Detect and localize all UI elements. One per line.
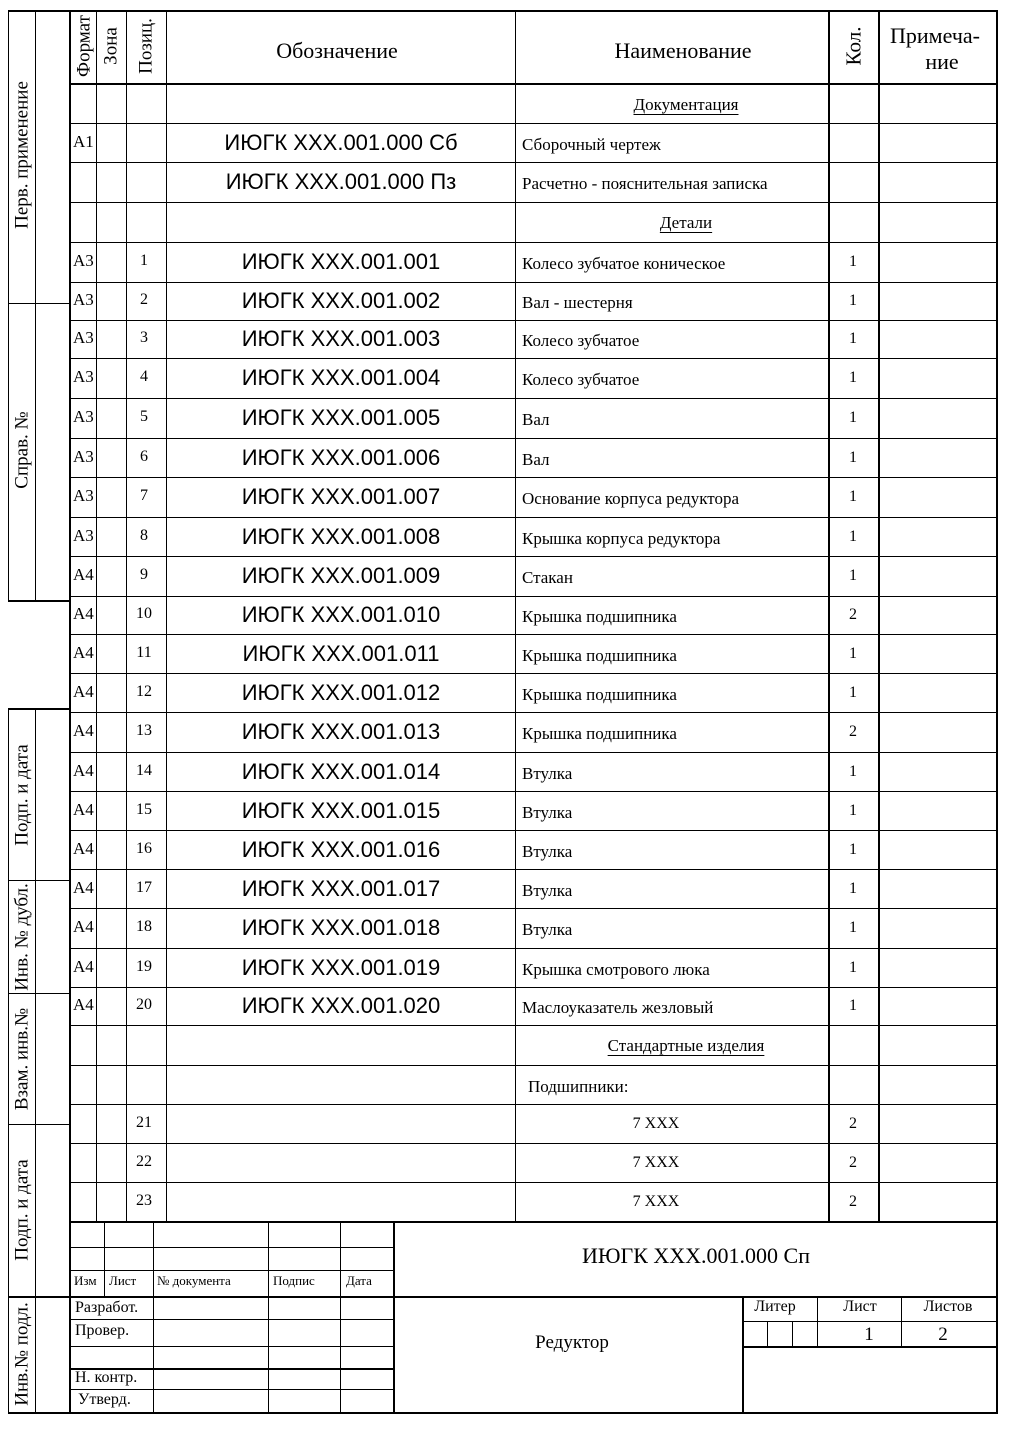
- cell-name: Крышка подшипника: [522, 724, 677, 743]
- row-line: [69, 556, 996, 557]
- cell-quantity: 1: [849, 369, 857, 386]
- row-line: [69, 320, 996, 321]
- row-line: [69, 358, 996, 359]
- grid-line: [8, 708, 69, 710]
- cell-designation: ИЮГК XXX.001.005: [241, 405, 441, 430]
- section-heading: Документация: [633, 94, 739, 114]
- grid-line: [901, 1296, 902, 1346]
- cell-quantity: 1: [849, 879, 857, 897]
- cell-position: 12: [136, 682, 152, 700]
- row-line: [69, 1143, 996, 1144]
- tb-n-kontr: Н. контр.: [75, 1369, 138, 1386]
- cell-format: А4: [73, 877, 94, 897]
- cell-designation: ИЮГК XXX.001.018: [241, 915, 441, 940]
- cell-format: А3: [73, 486, 94, 505]
- cell-position: 23: [136, 1191, 152, 1209]
- tb-data: Дата: [346, 1273, 372, 1288]
- tb-no-dokumenta: № документа: [157, 1273, 231, 1288]
- tb-list: Лист: [109, 1273, 137, 1288]
- product-name: Редуктор: [535, 1332, 609, 1353]
- grid-line: [767, 1321, 768, 1346]
- grid-line: [828, 10, 830, 1221]
- cell-name: Крышка смотрового люка: [522, 959, 710, 979]
- grid-line: [8, 1296, 69, 1298]
- cell-quantity: 1: [849, 801, 857, 819]
- cell-designation: ИЮГК XXX.001.011: [242, 640, 440, 666]
- side-label-inv-no-dubl: Инв. № дубл.: [11, 883, 33, 991]
- cell-quantity: 1: [849, 488, 857, 505]
- tb-liter: Литер: [754, 1298, 796, 1315]
- row-line: [69, 634, 996, 635]
- cell-name: Подшипники:: [528, 1076, 629, 1096]
- row-line: [69, 202, 996, 203]
- cell-designation: ИЮГК XXX.001.016: [241, 836, 441, 862]
- cell-designation: ИЮГК XXX.001.002: [241, 288, 441, 313]
- cell-name: Маслоуказатель жезловый: [522, 998, 714, 1017]
- side-label-vzam-inv-no: Взам. инв.№: [11, 1007, 33, 1111]
- cell-position: 7: [140, 487, 148, 504]
- cell-position: 2: [140, 291, 148, 308]
- tb-izm: Изм: [74, 1273, 97, 1288]
- cell-position: 6: [140, 447, 148, 465]
- cell-position: 10: [136, 605, 152, 622]
- row-line: [69, 752, 996, 753]
- cell-name: Колесо зубчатое: [522, 370, 640, 389]
- cell-format: А4: [73, 799, 94, 819]
- cell-position: 19: [136, 957, 152, 975]
- grid-line: [8, 600, 69, 602]
- grid-line: [742, 1346, 996, 1348]
- cell-designation: ИЮГК XXX.001.008: [241, 523, 441, 549]
- row-line: [69, 438, 996, 439]
- section-heading: Детали: [659, 213, 713, 232]
- cell-position: 18: [136, 918, 152, 935]
- side-label-inv-no-podl: Инв.№ подл.: [11, 1302, 33, 1406]
- cell-name: Крышка подшипника: [522, 684, 677, 704]
- cell-designation: ИЮГК XXX.001.019: [241, 954, 441, 980]
- cell-position: 5: [140, 408, 148, 425]
- grid-line: [8, 1124, 69, 1125]
- row-line: [69, 1104, 996, 1105]
- grid-line: [8, 10, 9, 600]
- cell-quantity: 1: [849, 958, 857, 976]
- cell-position: 1: [140, 252, 148, 269]
- cell-name: 7 XXX: [632, 1153, 680, 1171]
- cell-designation: ИЮГК XXX.001.015: [241, 797, 441, 823]
- grid-line: [69, 1319, 393, 1320]
- row-line: [69, 869, 996, 870]
- row-line: [69, 712, 996, 713]
- cell-quantity: 2: [849, 1192, 857, 1210]
- row-line: [69, 282, 996, 283]
- cell-quantity: 1: [849, 330, 857, 347]
- cell-name: 7 XXX: [632, 1114, 680, 1132]
- section-heading: Стандартные изделия: [607, 1036, 765, 1055]
- grid-line: [792, 1321, 793, 1346]
- cell-quantity: 1: [849, 253, 857, 270]
- grid-line: [817, 1296, 818, 1346]
- frame-left: [69, 10, 71, 1412]
- grid-line: [8, 708, 9, 1412]
- cell-format: А3: [73, 328, 94, 347]
- row-line: [69, 987, 996, 988]
- cell-designation: ИЮГК XXX.001.000 Сб: [224, 129, 458, 155]
- header-primechanie: Примеча-: [890, 23, 980, 48]
- grid-line: [69, 1247, 393, 1248]
- grid-line: [126, 10, 127, 1221]
- frame-top: [69, 10, 996, 12]
- cell-format: А3: [73, 446, 94, 466]
- header-kol: Кол.: [841, 26, 866, 66]
- cell-position: 17: [136, 878, 152, 896]
- cell-quantity: 2: [849, 606, 857, 623]
- cell-format: А4: [73, 995, 94, 1014]
- row-line: [69, 398, 996, 399]
- side-label-podp-data: Подп. и дата: [11, 744, 33, 846]
- cell-position: 3: [140, 329, 148, 346]
- cell-designation: ИЮГК XXX.001.003: [241, 326, 441, 351]
- cell-format: А4: [73, 956, 94, 976]
- row-line: [69, 1065, 996, 1066]
- cell-name: Втулка: [522, 763, 573, 783]
- cell-name: Вал - шестерня: [522, 293, 633, 312]
- grid-line: [393, 1221, 395, 1412]
- cell-format: А3: [73, 407, 94, 426]
- cell-format: А3: [73, 251, 94, 270]
- cell-designation: ИЮГК XXX.001.010: [241, 602, 441, 627]
- cell-position: 14: [136, 761, 152, 779]
- row-line: [69, 1182, 996, 1183]
- cell-designation: ИЮГК XXX.001.000 Пз: [225, 169, 457, 194]
- table-bottom: [69, 1221, 996, 1223]
- tb-listov-label: Листов: [923, 1298, 973, 1315]
- cell-name: Основание корпуса редуктора: [522, 489, 740, 508]
- cell-designation: ИЮГК XXX.001.007: [241, 484, 441, 509]
- row-line: [69, 908, 996, 909]
- cell-quantity: 1: [849, 292, 857, 309]
- grid-line: [8, 10, 69, 12]
- grid-line: [268, 1296, 269, 1412]
- cell-designation: ИЮГК XXX.001.006: [241, 444, 441, 470]
- header-naimenovanie: Наименование: [614, 38, 752, 63]
- cell-quantity: 1: [849, 567, 857, 584]
- cell-position: 4: [140, 368, 148, 385]
- cell-position: 13: [136, 722, 152, 739]
- cell-name: Крышка подшипника: [522, 645, 677, 665]
- grid-line: [878, 10, 880, 1221]
- header-oboznachenie: Обозначение: [276, 38, 398, 63]
- tb-utverd: Утверд.: [78, 1391, 131, 1408]
- grid-line: [515, 10, 516, 1221]
- side-label-podp-data: Подп. и дата: [11, 1159, 33, 1261]
- cell-quantity: 1: [849, 448, 857, 466]
- header-primechanie: ние: [925, 49, 959, 74]
- cell-name: Крышка подшипника: [522, 607, 677, 626]
- cell-position: 22: [136, 1152, 152, 1170]
- cell-format: А3: [73, 367, 94, 386]
- cell-name: 7 XXX: [632, 1192, 680, 1210]
- cell-quantity: 1: [849, 527, 857, 545]
- cell-quantity: 1: [849, 644, 857, 662]
- grid-line: [153, 1221, 154, 1296]
- cell-position: 11: [136, 643, 152, 661]
- cell-quantity: 1: [849, 762, 857, 780]
- frame-right: [996, 10, 998, 1414]
- row-line: [69, 162, 996, 163]
- cell-name: Втулка: [522, 920, 573, 939]
- tb-list-value: 1: [864, 1324, 874, 1345]
- row-line: [69, 517, 996, 518]
- grid-line: [340, 1221, 341, 1296]
- grid-line: [69, 1346, 393, 1347]
- document-code: ИЮГК XXX.001.000 Сп: [581, 1243, 811, 1268]
- grid-line: [153, 1296, 154, 1412]
- header-format: Формат: [73, 15, 95, 77]
- cell-quantity: 1: [849, 409, 857, 426]
- cell-format: А4: [73, 642, 94, 662]
- cell-format: А1: [73, 131, 94, 151]
- grid-line: [69, 1270, 393, 1271]
- row-line: [69, 477, 996, 478]
- grid-line: [8, 880, 69, 881]
- header-separator: [69, 83, 996, 85]
- cell-name: Стакан: [522, 568, 573, 587]
- cell-name: Расчетно - пояснительная записка: [522, 174, 768, 193]
- cell-designation: ИЮГК XXX.001.012: [241, 679, 441, 705]
- row-line: [69, 791, 996, 792]
- grid-line: [8, 303, 69, 304]
- cell-position: 9: [140, 566, 148, 583]
- side-label-perv-primenenie: Перв. применение: [11, 81, 33, 229]
- cell-quantity: 2: [849, 1153, 857, 1171]
- grid-line: [96, 10, 97, 1221]
- cell-format: А4: [73, 681, 94, 701]
- cell-format: А3: [73, 290, 94, 309]
- cell-designation: ИЮГК XXX.001.014: [241, 758, 441, 784]
- row-line: [69, 123, 996, 124]
- grid-line: [8, 993, 69, 994]
- cell-designation: ИЮГК XXX.001.001: [241, 249, 441, 274]
- header-pozic: Позиц.: [135, 18, 157, 74]
- cell-quantity: 1: [849, 840, 857, 858]
- cell-format: А4: [73, 917, 94, 936]
- cell-designation: ИЮГК XXX.001.013: [241, 719, 441, 744]
- cell-quantity: 1: [849, 997, 857, 1014]
- cell-format: А4: [73, 838, 94, 858]
- cell-name: Сборочный чертеж: [522, 134, 661, 154]
- header-zona: Зона: [100, 27, 122, 65]
- tb-razrabot: Разработ.: [75, 1299, 139, 1316]
- grid-line: [268, 1221, 269, 1296]
- grid-line: [104, 1221, 105, 1296]
- tb-listov-value: 2: [938, 1324, 948, 1345]
- row-line: [69, 242, 996, 243]
- grid-line: [742, 1296, 744, 1412]
- tb-prover: Провер.: [75, 1322, 130, 1339]
- cell-format: А4: [73, 604, 94, 623]
- tb-podpis: Подпис: [273, 1273, 315, 1288]
- cell-quantity: 1: [849, 919, 857, 936]
- grid-line: [69, 1389, 393, 1390]
- cell-designation: ИЮГК XXX.001.017: [241, 875, 441, 901]
- row-line: [69, 1025, 996, 1026]
- cell-name: Колесо зубчатое: [522, 331, 640, 350]
- cell-format: А4: [73, 565, 94, 584]
- side-label-sprav-no: Справ. №: [11, 411, 33, 489]
- cell-designation: ИЮГК XXX.001.020: [241, 993, 441, 1018]
- frame-bottom: [8, 1412, 996, 1414]
- tb-list-label: Лист: [843, 1298, 877, 1315]
- cell-name: Колесо зубчатое коническое: [522, 254, 726, 273]
- cell-designation: ИЮГК XXX.001.004: [241, 365, 441, 390]
- row-line: [69, 948, 996, 949]
- cell-position: 16: [136, 839, 152, 857]
- cell-position: 8: [140, 526, 148, 544]
- grid-line: [742, 1321, 996, 1322]
- cell-quantity: 2: [849, 1114, 857, 1132]
- cell-format: А3: [73, 525, 94, 545]
- cell-quantity: 2: [849, 723, 857, 740]
- cell-name: Втулка: [522, 802, 573, 822]
- row-line: [69, 596, 996, 597]
- cell-position: 15: [136, 800, 152, 818]
- cell-quantity: 1: [849, 683, 857, 701]
- grid-line: [35, 708, 36, 1412]
- cell-name: Вал: [522, 449, 550, 469]
- cell-designation: ИЮГК XXX.001.009: [241, 563, 441, 588]
- cell-position: 21: [136, 1113, 152, 1131]
- cell-position: 20: [136, 996, 152, 1013]
- cell-name: Втулка: [522, 841, 573, 861]
- cell-format: А4: [73, 760, 94, 780]
- cell-name: Вал: [522, 410, 550, 429]
- grid-line: [166, 10, 167, 1221]
- row-line: [69, 830, 996, 831]
- cell-format: А4: [73, 721, 94, 740]
- cell-name: Втулка: [522, 880, 573, 900]
- row-line: [69, 673, 996, 674]
- cell-name: Крышка корпуса редуктора: [522, 528, 721, 548]
- grid-line: [340, 1296, 341, 1412]
- grid-line: [35, 10, 36, 600]
